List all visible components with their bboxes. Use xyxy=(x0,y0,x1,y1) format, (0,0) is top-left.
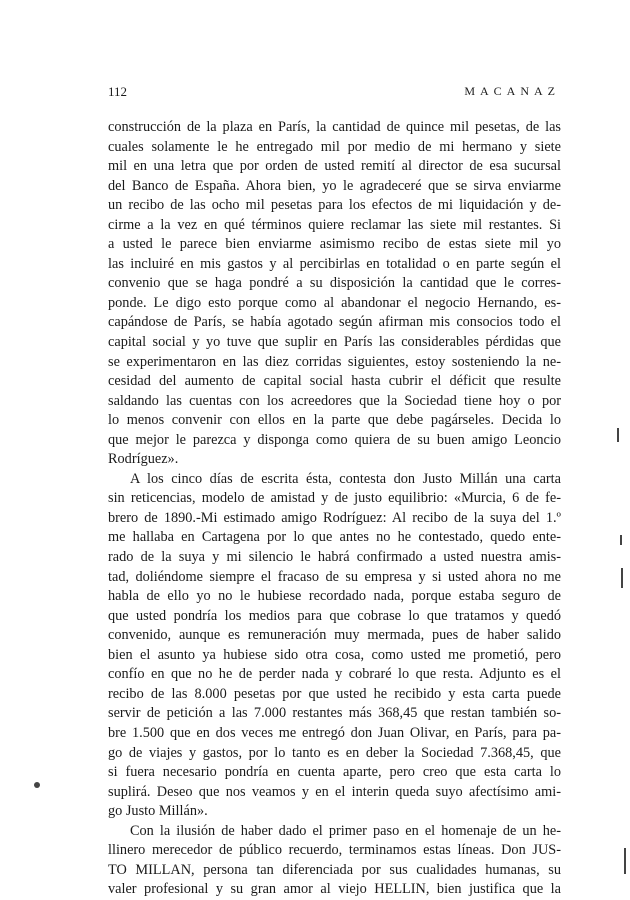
text-line: mil en una letra que por orden de usted remití al director de esa sucursal xyxy=(108,158,561,175)
page-header xyxy=(108,84,560,104)
text-line: se experimentaron en las diez corridas siguientes, estoy sosteniendo la ne- xyxy=(108,353,561,370)
text-line: recibo de las 8.000 pesetas por que usted he recibido y esta carta puede xyxy=(108,685,561,702)
text-line: TO MILLAN, persona tan diferenciada por sus cualidades humanas, su xyxy=(108,861,561,878)
text-line: valer profesional y su gran amor al viejo HELLIN, bien justifica que la xyxy=(108,881,561,898)
text-line: cirme a la vez en qué términos quiere reclamar las siete mil restantes. Si xyxy=(108,216,561,233)
margin-speck xyxy=(620,535,622,545)
text-line: confío en que no he de perder nada y cobraré lo que resta. Adjunto es el xyxy=(108,666,561,683)
text-line: capándose de París, se había agotado según afirman mis consocios todo el xyxy=(108,314,561,331)
text-line: brero de 1890.-Mi estimado amigo Rodríguez: Al recibo de la suya del 1.º xyxy=(108,509,561,526)
text-line: ponde. Le digo esto porque como al abandonar el negocio Hernando, es- xyxy=(108,294,561,311)
body-text xyxy=(108,118,561,900)
text-line: convenido, aunque es remuneración muy mermada, pues de haber salido xyxy=(108,627,561,644)
text-line: las incluiré en mis gastos y al percibirlas en totalidad o en parte según el xyxy=(108,255,561,272)
text-line: bre 1.500 que en dos veces me entregó don Juan Olivar, en París, para pa- xyxy=(108,724,561,741)
text-line: servir de petición a las 7.000 restantes más 368,45 que restan también so- xyxy=(108,705,561,722)
text-line: Con la ilusión de haber dado el primer paso en el homenaje de un he- xyxy=(130,822,561,839)
margin-speck xyxy=(621,568,623,588)
text-line: tad, doliéndome siempre el fracaso de su empresa y si usted ahora no me xyxy=(108,568,561,585)
text-line: Rodríguez». xyxy=(108,451,179,468)
running-head: MACANAZ xyxy=(464,84,560,98)
paragraph-1 xyxy=(108,118,561,470)
paragraph-3 xyxy=(108,822,561,900)
text-line: cuales solamente le he entregado mil por medio de mi hermano y siete xyxy=(108,138,561,155)
text-line: sin reticencias, modelo de amistad y de justo equilibrio: «Murcia, 6 de fe- xyxy=(108,490,561,507)
text-line: que usted pondría los medios para que cobrase lo que tratamos y quedó xyxy=(108,607,561,624)
text-line: saldando las cuentas con los acreedores que la Sociedad tiene hoy o por xyxy=(108,392,561,409)
text-line: llinero merecedor de público recuerdo, terminamos estas líneas. Don JUS- xyxy=(108,842,561,859)
text-line: lo menos convenir con ellos en la parte que debe pagárseles. Decida lo xyxy=(108,412,561,429)
text-line: un recibo de las ocho mil pesetas para los efectos de mi liquidación y de- xyxy=(108,197,561,214)
text-line: rado de la suya y mi silencio le habrá confirmado a usted nuestra amis- xyxy=(108,549,561,566)
text-line: que mejor le parezca y disponga como quiera de su buen amigo Leoncio xyxy=(108,431,561,448)
page-number: 112 xyxy=(108,84,128,99)
text-line: habla de ello yo no le hubiese recordado nada, porque estaba seguro de xyxy=(108,588,561,605)
text-line: bien el asunto ya hubiese sido otra cosa, como usted me prometió, pero xyxy=(108,646,561,663)
text-line: go Justo Millán». xyxy=(108,803,208,820)
paragraph-2 xyxy=(108,470,561,822)
text-line: convenio que se haga pondré a su disposición la cantidad que le corres- xyxy=(108,275,561,292)
text-line: construcción de la plaza en París, la cantidad de quince mil pesetas, de las xyxy=(108,119,561,135)
text-line: cesidad del aumento de capital social hasta cubrir el déficit que resulte xyxy=(108,373,561,390)
text-line: me hallaba en Cartagena por lo que antes no he contestado, quedo ente- xyxy=(108,529,561,546)
margin-speck xyxy=(617,428,619,442)
text-line: suplirá. Deseo que nos veamos y en el interin queda suyo afectísimo ami- xyxy=(108,783,561,800)
text-line: del Banco de España. Ahora bien, yo le agradeceré que se sirva enviarme xyxy=(108,177,561,194)
text-line: si fuera necesario pondría en cuenta aparte, pero creo que esta carta lo xyxy=(108,764,561,781)
text-line: go de viajes y gastos, por lo tanto es en deber la Sociedad 7.368,45, que xyxy=(108,744,561,761)
margin-dot xyxy=(34,782,40,788)
text-line: a usted le parece bien enviarme asimismo recibo de estas siete mil yo xyxy=(108,236,561,253)
text-line: A los cinco días de escrita ésta, contesta don Justo Millán una carta xyxy=(130,470,561,487)
text-line: capital social y yo tuve que suplir en París las considerables pérdidas que xyxy=(108,334,561,351)
margin-speck xyxy=(624,848,626,874)
